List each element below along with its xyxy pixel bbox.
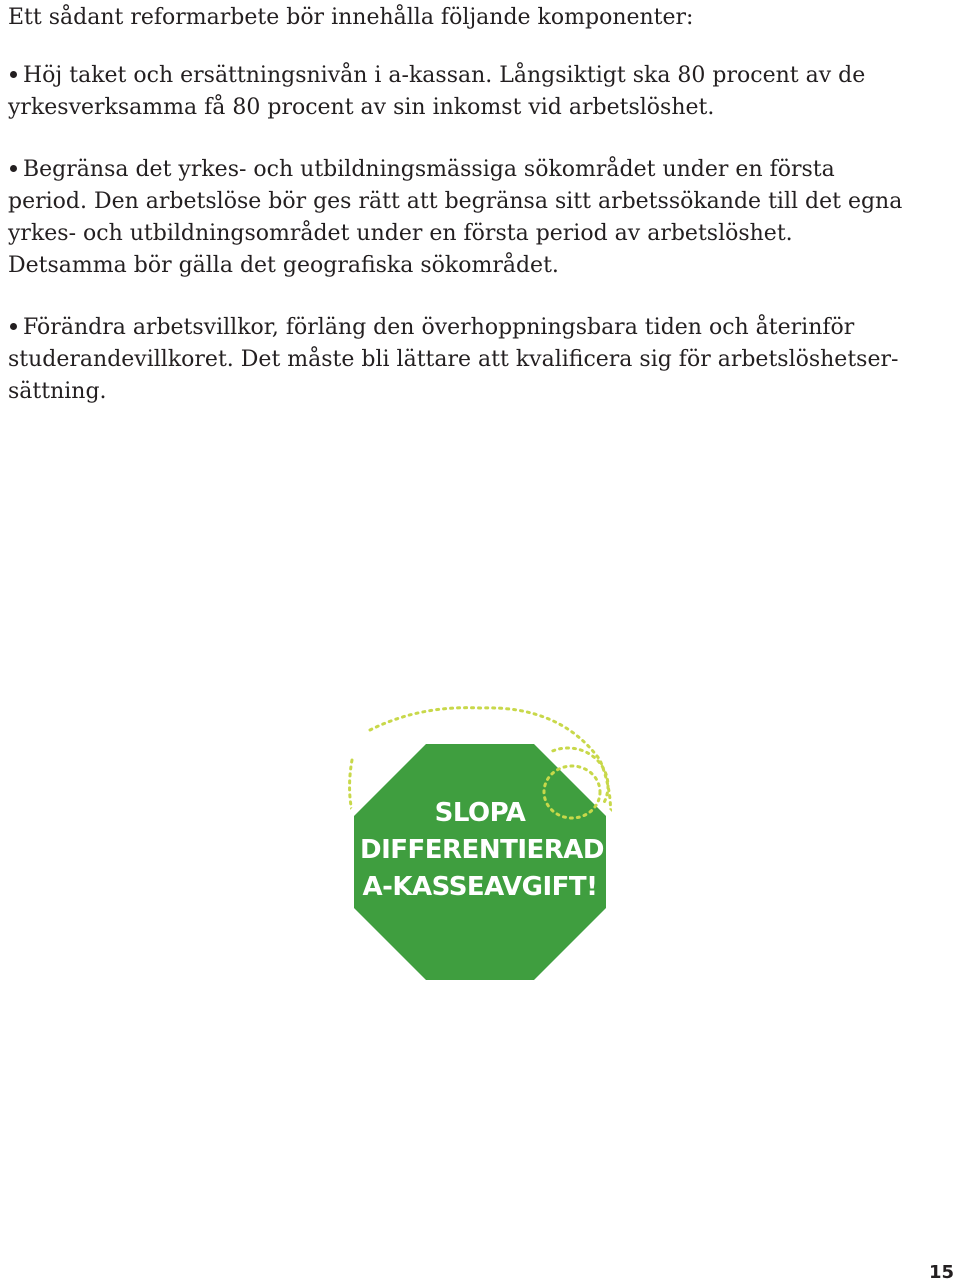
bullet-dot-icon [10, 71, 17, 78]
bullet-text: Förändra arbetsvillkor, förläng den överhoppningsbara tiden och återinför studerandevillkoret. Det måste bli lättare att kvalificera sig för arbetslöshetsersättning. [8, 315, 899, 404]
bullet-text: Begränsa det yrkes- och utbildningsmässiga sökområdet under en första period. Den arbetslöse bör ges rätt att begränsa sitt arbetssökande till det egna yrkes- och utbildningsområdet under en första period av arbetslöshet. Detsamma bör gälla det geografiska sökområdet. [8, 157, 903, 278]
bullet-dot-icon [10, 165, 17, 172]
bullet-item [8, 154, 908, 282]
sign-line: DIFFERENTIERAD [360, 835, 604, 865]
sign-line: SLOPA [434, 798, 526, 828]
stop-sign-graphic [340, 700, 620, 990]
page-number: 15 [928, 1262, 954, 1283]
bullet-item [8, 60, 908, 124]
bullet-text: Höj taket och ersättningsnivån i a-kassan. Långsiktigt ska 80 procent av de yrkesverksamma få 80 procent av sin inkomst vid arbetslöshet. [8, 63, 866, 120]
sign-line: A-KASSEAVGIFT! [362, 872, 598, 902]
stop-sign-text [360, 795, 604, 906]
document-body [8, 2, 908, 438]
intro-paragraph: Ett sådant reformarbete bör innehålla följande komponenter: [8, 5, 694, 30]
bullet-item [8, 312, 908, 408]
bullet-dot-icon [10, 323, 17, 330]
